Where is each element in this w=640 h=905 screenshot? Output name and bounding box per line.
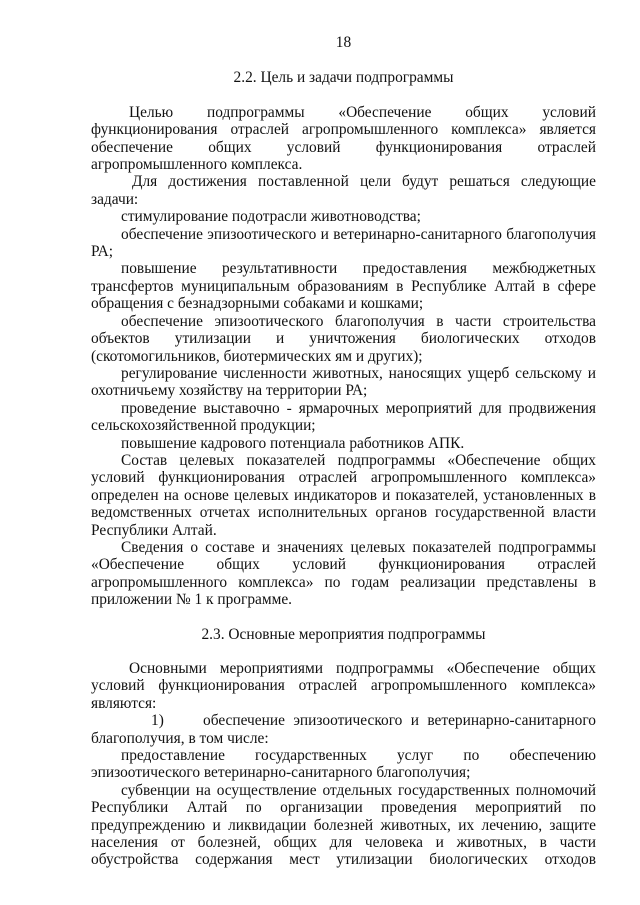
task-item: проведение выставочно - ярмарочных мероприятий для продвижения сельскохозяйственной продукции;	[91, 399, 596, 435]
task-item: обеспечение эпизоотического и ветеринарно-санитарного благополучия РА;	[91, 225, 596, 261]
task-item: регулирование численности животных, наносящих ущерб сельскому и охотничьему хозяйству на территории РА;	[91, 364, 596, 400]
task-item: повышение кадрового потенциала работников АПК.	[121, 434, 465, 452]
measure-item-number: 1)	[151, 712, 164, 730]
section-2-2-heading: 2.2. Цель и задачи подпрограммы	[233, 69, 454, 87]
goal-paragraph: Целью подпрограммы «Обеспечение общих условий функционирования отраслей агропромышленного комплекса» является обеспечение общих условий функционирования отраслей агропромышленного комплекса.	[91, 103, 596, 174]
task-item: повышение результативности предоставления межбюджетных трансфертов муниципальным образованиям в Республике Алтай в сфере обращения с безнадзорными собаками и кошками;	[91, 260, 596, 313]
indicators-info-paragraph: Сведения о составе и значениях целевых показателей подпрограммы «Обеспечение общих условий функционирования отраслей агропромышленного комплекса» по годам реализации представлены в приложении № 1 к программе.	[91, 538, 596, 609]
tasks-intro: Для достижения поставленной цели будут решаться следующие задачи:	[91, 173, 596, 208]
measure-subitem: субвенции на осуществление отдельных государственных полномочий Республики Алтай по организации проведения мероприятий по предупреждению и ликвидации болезней животных, их лечению, защите населения от болезней, общих для человека и животных, в части обустройства содержания мест утилизации биологических отходов	[91, 781, 596, 869]
measure-item-text: обеспечение эпизоотического и ветеринарно-санитарного благополучия, в том числе:	[91, 712, 596, 747]
measure-item-1	[91, 712, 596, 747]
task-item: обеспечение эпизоотического благополучия в части строительства объектов утилизации и уничтожения биологических отходов (скотомогильников, биотермических ям и других);	[91, 312, 596, 365]
measures-intro: Основными мероприятиями подпрограммы «Обеспечение общих условий функционирования отраслей агропромышленного комплекса» являются:	[91, 660, 596, 712]
page-number: 18	[335, 34, 352, 51]
indicators-paragraph: Состав целевых показателей подпрограммы «Обеспечение общих условий функционирования отраслей агропромышленного комплекса» определен на основе целевых индикаторов и показателей, установленных в ведомственных отчетах исполнительных органов государственной власти Республики Алтай.	[91, 451, 596, 539]
section-2-3-heading: 2.3. Основные мероприятия подпрограммы	[201, 625, 486, 643]
measure-subitem: предоставление государственных услуг по обеспечению эпизоотического ветеринарно-санитарного благополучия;	[91, 747, 596, 782]
task-item: стимулирование подотрасли животноводства;	[121, 208, 421, 226]
